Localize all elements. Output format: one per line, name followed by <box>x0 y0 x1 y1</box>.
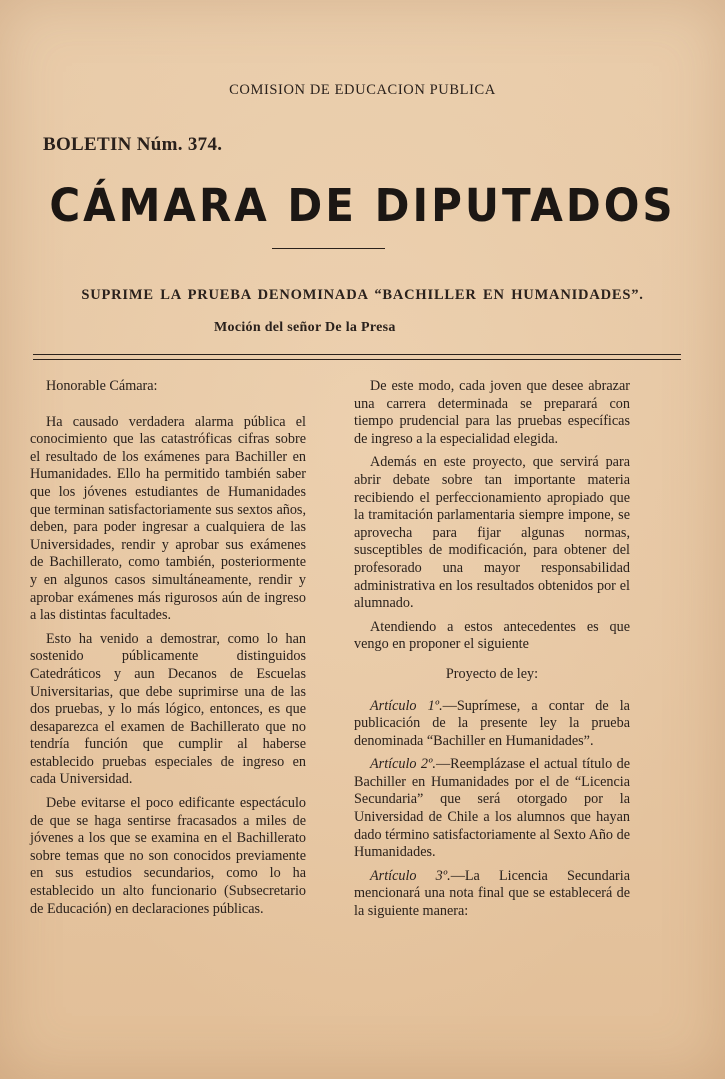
article-text: —La Licencia Secundaria mencionará una nota final que se establecerá de la siguiente manera: <box>354 867 630 920</box>
salutation: Honorable Cámara: <box>46 378 158 394</box>
article-text: —Suprímese, a contar de la publicación de la presente ley la prueba denominada “Bachiller en Humanidades”. <box>354 697 630 749</box>
paragraph: Ha causado verdadera alarma pública el conocimiento que las catastróficas cifras sobre el resultado de los exámenes para Bachiller en Humanidades. Ello ha permitido también saber que los jóvenes estudiantes de Humanidades que terminan satisfactoriamente sus sextos años, deben, para poder ingresar a cualquiera de las Universidades, rendir y aprobar sus exámenes de Bachillerato, como también, posteriormente y en algunos casos simultáneamente, rendir y aprobar exámenes más rigurosos aún de ingreso a las distintas facultades. <box>30 413 306 624</box>
article-label: Artículo 3º. <box>370 867 451 884</box>
bulletin-number: BOLETIN Núm. 374. <box>43 134 223 155</box>
article-1 <box>354 698 630 751</box>
article-label: Artículo 1º. <box>370 697 443 714</box>
paragraph: Atendiendo a estos antecedentes es que vengo en proponer el siguiente <box>354 618 630 653</box>
article-label: Artículo 2º. <box>370 756 436 773</box>
article-3 <box>354 868 630 921</box>
paragraph: Además en este proyecto, que servirá para abrir debate sobre tan importante materia recibiendo el perfeccionamiento apropiado que la tramitación parlamentaria siempre impone, se aprovecha para fijar algunas normas, susceptibles de modificación, para obtener del profesorado una mayor responsabilidad administrativa en los resultados obtenidos por el alumnado. <box>354 454 630 612</box>
paragraph: De este modo, cada joven que desee abrazar una carrera determinada se preparará con tiempo prudencial para las pruebas específicas de ingreso a la especialidad elegida. <box>354 378 630 447</box>
right-column <box>354 378 630 927</box>
bill-title: SUPRIME LA PRUEBA DENOMINADA “BACHILLER EN HUMANIDADES”. <box>81 287 644 303</box>
title-divider <box>272 248 385 249</box>
motion-author: Moción del señor De la Presa <box>214 320 396 335</box>
paragraph: Esto ha venido a demostrar, como lo han sostenido públicamente distinguidos Catedráticos y aun Decanos de Escuelas Universitarias, que debe suprimirse una de las dos pruebas, y lo más lógico, entonces, es que desaparezca el examen de Bachillerato que no tendría función que cumplir al haberse establecido pruebas especiales de ingreso en cada Universidad. <box>30 630 306 788</box>
chamber-title: CÁMARA DE DIPUTADOS <box>49 179 676 232</box>
paragraph: Debe evitarse el poco edificante espectáculo de que se haga sentirse fracasados a miles de jóvenes a los que se examina en el Bachillerato sobre temas que no son conocidos previamente en sus estudios secundarios, como lo ha establecido un alto funcionario (Subsecretario de Educación) en declaraciones públicas. <box>30 795 306 917</box>
section-divider <box>33 354 681 360</box>
committee-heading: COMISION DE EDUCACION PUBLICA <box>229 82 496 98</box>
article-2 <box>354 756 630 862</box>
article-text: —Reemplázase el actual título de Bachiller en Humanidades por el de “Licencia Secundaria” que será otorgado por la Universidad de Chile a los alumnos que hayan dado término satisfactoriamente al Sexto Año de Humanidades. <box>354 756 630 861</box>
bill-heading: Proyecto de ley: <box>445 665 539 682</box>
left-column <box>30 378 306 924</box>
